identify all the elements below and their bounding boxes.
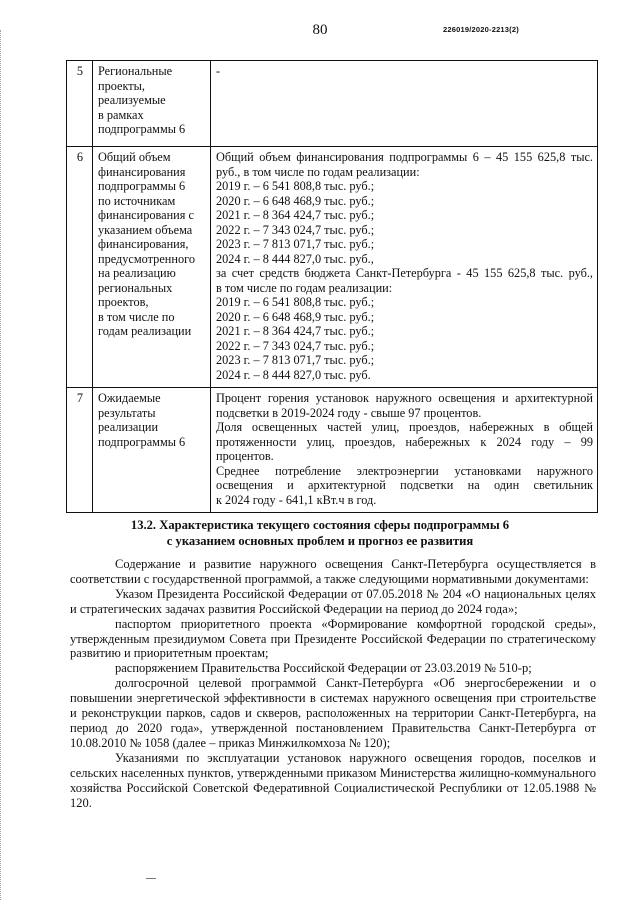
label-line: Ожидаемые — [98, 391, 161, 405]
label-line: по источникам — [98, 193, 176, 208]
footer-mark — [146, 878, 156, 879]
table-row-7 — [67, 388, 598, 513]
year-amount: 2023 г. – 7 813 071,7 тыс. руб.; — [216, 237, 375, 251]
result-line: Процент горения установок наружного освещения и архитектурной — [216, 391, 593, 405]
paragraph: паспортом приоритетного проекта «Формирование комфортной городской среды», утвержденным президиумом Совета при Президенте Российской Федерации по стратегическому развитию и приоритетным проектам; — [70, 616, 596, 661]
label-line: финансирования, — [98, 237, 189, 251]
section-heading-line: с указанием основных проблем и прогноз ее развития — [166, 534, 474, 548]
value-dash: - — [216, 64, 221, 78]
result-line: Среднее потребление электроэнергии установками наружного — [216, 463, 593, 478]
section-body — [70, 557, 596, 810]
label-line: Общий объем — [98, 150, 171, 164]
page-number: 80 — [312, 22, 328, 38]
result-line: подсветки в 2019-2024 году - свыше 97 процентов. — [216, 405, 482, 420]
year-amount: 2022 г. – 7 343 024,7 тыс. руб.; — [216, 222, 375, 237]
label-line: проекты, — [98, 78, 146, 93]
year-amount: 2023 г. – 7 813 071,7 тыс. руб.; — [216, 353, 375, 367]
label-line: Региональные — [98, 64, 173, 78]
paragraph: долгосрочной целевой программой Санкт-Петербурга «Об энергосбережении и о повышении энергетической эффективности в системах наружного освещения при строительстве и реконструкции парков, садов и скверов, расположенных на территории Санкт-Петербурга, на период до 2020 года», утвержденной постановлением Правительства Санкт-Петербурга от 10.08.2010 № 1058 (далее – приказ Минжилкомхоза № 120); — [70, 676, 596, 750]
year-amount: 2020 г. – 6 648 468,9 тыс. руб.; — [216, 193, 375, 208]
table-row-6 — [67, 147, 598, 388]
document-code: 226019/2020-2213(2) — [443, 25, 519, 34]
table-row-5 — [67, 61, 598, 147]
year-amount: 2024 г. – 8 444 827,0 тыс. руб. — [216, 367, 371, 382]
row-label — [93, 61, 211, 147]
row-value — [211, 388, 598, 513]
row-number: 5 — [67, 61, 93, 147]
budget-line: за счет средств бюджета Санкт-Петербурга - 45 155 625,8 тыс. руб., — [216, 266, 593, 280]
paragraph: Содержание и развитие наружного освещения Санкт-Петербурга осуществляется в соответствии с государственной программой, а также следующими нормативными документами: — [70, 557, 596, 586]
result-line: к 2024 году - 641,1 кВт.ч в год. — [216, 492, 377, 507]
passport-table — [66, 60, 598, 513]
label-line: реализации — [98, 420, 159, 434]
label-line: в том числе по — [98, 309, 175, 324]
label-line: результаты — [98, 405, 156, 420]
section-heading — [0, 517, 640, 549]
section-heading-line: 13.2. Характеристика текущего состояния сферы подпрограммы 6 — [130, 518, 510, 532]
total-financing-line: руб., в том числе по годам реализации: — [216, 164, 420, 179]
label-line: в рамках — [98, 107, 144, 122]
label-line: проектов, — [98, 295, 149, 309]
year-amount: 2019 г. – 6 541 808,8 тыс. руб.; — [216, 295, 375, 309]
label-line: подпрограммы 6 — [98, 434, 186, 449]
label-line: подпрограммы 6 — [98, 179, 186, 193]
paragraph: Указом Президента Российской Федерации от 07.05.2018 № 204 «О национальных целях и стратегических задачах развития Российской Федерации на период до 2024 года»; — [70, 586, 596, 616]
label-line: финансирования с — [98, 208, 194, 222]
row-label — [93, 388, 211, 513]
label-line: на реализацию — [98, 266, 176, 280]
label-line: финансирования — [98, 164, 186, 179]
label-line: предусмотренного — [98, 251, 195, 266]
row-label — [93, 147, 211, 388]
paragraph: Указаниями по эксплуатации установок наружного освещения городов, поселков и сельских населенных пунктов, утвержденными приказом Министерства жилищно-коммунального хозяйства Российской Советской Федеративной Социалистической Республики от 12.05.1988 № 120. — [70, 750, 596, 810]
result-line: освещения и архитектурной подсветки на один светильник — [216, 478, 593, 492]
budget-line: в том числе по годам реализации: — [216, 280, 393, 295]
label-line: реализуемые — [98, 93, 166, 107]
scan-margin-marks — [0, 30, 9, 900]
year-amount: 2022 г. – 7 343 024,7 тыс. руб.; — [216, 338, 375, 353]
row-number: 6 — [67, 147, 93, 388]
label-line: подпрограммы 6 — [98, 122, 186, 136]
label-line: указанием объема — [98, 222, 193, 237]
year-amount: 2019 г. – 6 541 808,8 тыс. руб.; — [216, 179, 375, 193]
paragraph: распоряжением Правительства Российской Федерации от 23.03.2019 № 510-р; — [115, 661, 532, 676]
row-number: 7 — [67, 388, 93, 513]
result-line: Доля освещенных частей улиц, проездов, набережных в общей — [216, 420, 593, 434]
row-value — [211, 147, 598, 388]
total-financing-line: Общий объем финансирования подпрограммы 6 – 45 155 625,8 тыс. — [216, 150, 593, 164]
result-line: протяженности улиц, проездов, набережных к 2024 году – 99 процентов. — [216, 434, 593, 463]
label-line: годам реализации — [98, 324, 192, 338]
year-amount: 2021 г. – 8 364 424,7 тыс. руб.; — [216, 208, 375, 222]
year-amount: 2020 г. – 6 648 468,9 тыс. руб.; — [216, 309, 375, 324]
year-amount: 2021 г. – 8 364 424,7 тыс. руб.; — [216, 324, 375, 338]
row-value — [211, 61, 598, 147]
label-line: региональных — [98, 280, 173, 295]
year-amount: 2024 г. – 8 444 827,0 тыс. руб., — [216, 251, 374, 266]
